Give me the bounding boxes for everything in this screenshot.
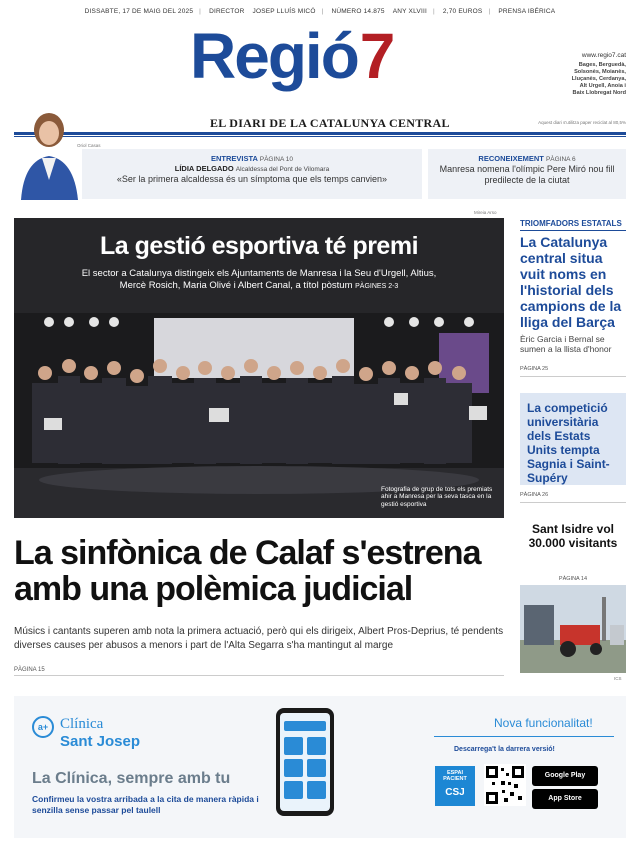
clinic-logo-icon: a+ (32, 716, 54, 738)
google-play-button[interactable]: Google Play (532, 766, 598, 786)
espai-label: ESPAI (446, 770, 464, 776)
main-story-caption: Fotografia de grup de tots els premiats ahir a Manresa per la seva tasca en la gestió esportiva (381, 485, 493, 508)
interview-teaser[interactable] (82, 149, 422, 199)
teaser-headline: Manresa nomena l'olímpic Pere Miró nou fill predilecte de la ciutat (439, 164, 615, 185)
website-link[interactable]: www.regio7.cat (581, 52, 626, 59)
main-story-headline: La gestió esportiva té premi (99, 232, 419, 260)
app-screen-icon (280, 713, 330, 811)
csj-label: CSJ (445, 787, 465, 798)
edition-date: DISSABTE, 17 DE MAIG DEL 2025 (84, 8, 194, 15)
divider (14, 675, 504, 676)
tagline: EL DIARI DE LA CATALUNYA CENTRAL (210, 116, 450, 130)
county-line: Solsonès, Moianès, (574, 69, 626, 75)
county-line: Alt Urgell, Anoia i (579, 83, 626, 89)
sidebar-kicker: TRIOMFADORS ESTATALS (520, 219, 622, 228)
main-story-page: PÀGINES 2-3 (355, 283, 399, 290)
espai-pacient-icon (435, 766, 475, 806)
sidebar-headline-barca[interactable]: La Catalunya central situa vuit noms en l'historial dels campions de la lliga del Barça (520, 234, 622, 330)
divider (520, 230, 626, 231)
counties-list (572, 62, 626, 97)
edition-info: DISSABTE, 17 DE MAIG DEL 2025 | DIRECTOR JOSEP LLUÍS MICÓ | NÚMERO 14.875 ANY XLVIII | 2,70 EUROS | PRENSA IBÉRICA (84, 8, 556, 15)
ad-slogan: La Clínica, sempre amb tu (32, 770, 231, 787)
issue-number: NÚMERO 14.875 (331, 8, 385, 15)
price: 2,70 EUROS (442, 8, 483, 15)
sidebar-headline-sant-isidre[interactable]: Sant Isidre vol 30.000 visitants (528, 522, 618, 550)
pacient-label: PACIENT (443, 776, 467, 782)
publisher: PRENSA IBÉRICA (498, 8, 556, 15)
sidebar-page-sant-isidre: PÀGINA 14 (558, 576, 588, 582)
issue-year: ANY XLVIII (392, 8, 427, 15)
sidebar-headline-university: La competició universitària dels Estats Units tempta Sagnia i Saint-Supéry (527, 401, 610, 485)
teaser-page: PÀGINA 10 (259, 156, 293, 163)
county-line: Baix Llobregat Nord (572, 90, 626, 96)
teaser-person-role: Alcaldessa del Pont de Vilomara (235, 166, 330, 173)
ad-brand-line1: Clínica (60, 716, 104, 732)
divider (520, 376, 626, 377)
clinic-advertisement[interactable] (14, 696, 626, 838)
sant-isidre-photo (520, 585, 626, 673)
masthead-number: 7 (359, 20, 394, 92)
ad-text: Confirmeu la vostra arribada a la cita de manera ràpida i senzilla sense passar pel taulell (32, 794, 259, 815)
ad-brand-line2: Sant Josep (60, 733, 141, 750)
divider (520, 502, 626, 503)
teaser-person: LÍDIA DELGADO (174, 164, 234, 173)
group-photo-image (14, 218, 504, 518)
sidebar-box-university[interactable] (520, 393, 626, 485)
photo-credit: Oriol Casas (77, 143, 101, 148)
teaser-quote: «Ser la primera alcaldessa és un símptoma que els temps canvien» (116, 174, 388, 184)
ad-new-feature: Nova funcionalitat! (494, 716, 593, 730)
county-line: Lluçanès, Cerdanya, (571, 76, 626, 82)
county-line: Bages, Berguedà, (578, 62, 626, 68)
recycled-paper-note: Aquest diari s'utilitza paper reciclat al 80,5% (538, 120, 626, 125)
teaser-kicker: ENTREVISTA (210, 154, 258, 163)
qr-code-icon[interactable] (484, 764, 526, 806)
main-story-photo[interactable] (14, 218, 504, 518)
lead-story-headline[interactable]: La sinfònica de Calaf s'estrena amb una polèmica judicial (14, 534, 481, 608)
main-story-subhead (74, 268, 444, 293)
main-story-subhead-text: El sector a Catalunya distingeix els Ajuntaments de Manresa i la Seu d'Urgell, Altius, Mercè Rosich, Maria Olivé i Albert Canal, a títol pòstum (81, 268, 437, 291)
teaser-page: PÀGINA 6 (545, 156, 576, 163)
teaser-kicker: RECONEIXEMENT (478, 154, 544, 163)
masthead-word: Regió (190, 20, 358, 92)
recognition-teaser[interactable] (428, 149, 626, 199)
phone-mockup (276, 708, 334, 816)
photo-credit: Mireia Arso (474, 210, 497, 215)
divider (434, 736, 614, 737)
director-label: DIRECTOR (209, 8, 245, 15)
sidebar-page-university: PÀGINA 26 (520, 492, 549, 498)
lead-story-page: PÀGINA 15 (14, 667, 45, 673)
masthead-rule (14, 132, 626, 135)
director-name: JOSEP LLUÍS MICÓ (252, 8, 316, 15)
photo-credit: ICS (614, 676, 622, 681)
app-store-button[interactable]: App Store (532, 789, 598, 809)
interviewee-portrait (16, 100, 82, 200)
masthead-rule-thin (14, 136, 626, 137)
masthead-logo[interactable] (190, 20, 394, 92)
ad-download-text: Descarrega't la darrera versió! (454, 746, 555, 753)
sidebar-summary-barca: Èric Garcia i Bernal se sumen a la llista d'honor (520, 334, 612, 354)
lead-story-summary: Músics i cantants superen amb nota la primera actuació, però qui els dirigeix, Albert Pros-Deprius, té pendents diverses causes per abusos a menors i part de l'Alta Segarra s'ha mantingut al marge (14, 626, 504, 651)
sidebar-page-barca: PÀGINA 25 (520, 366, 549, 372)
